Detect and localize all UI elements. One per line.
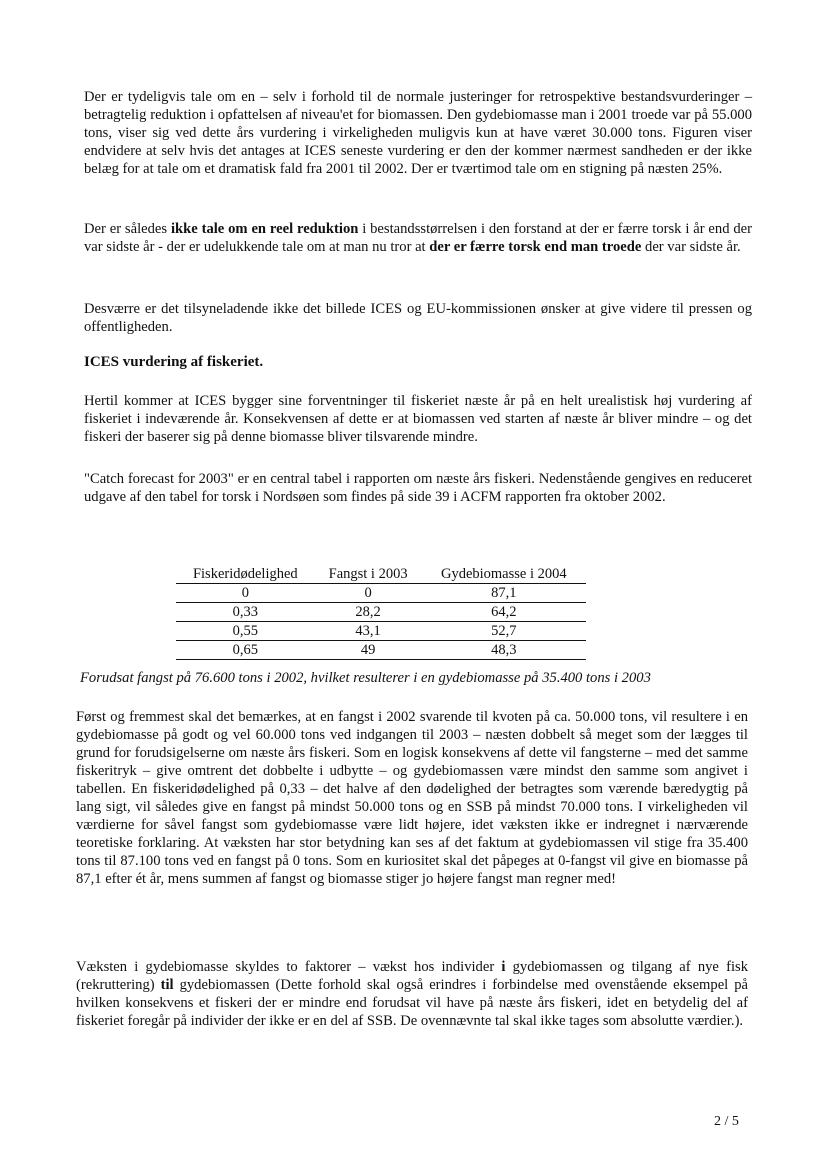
table-caption: Forudsat fangst på 76.600 tons i 2002, hvilket resulterer i en gydebiomasse på 35.400 tons i 2003 bbox=[80, 670, 651, 686]
text-span: Væksten i gydebiomasse skyldes to faktorer – vækst hos individer bbox=[76, 959, 502, 975]
table-header-row bbox=[176, 566, 586, 584]
table-cell: 28,2 bbox=[315, 603, 422, 622]
paragraph-analysis: Først og fremmest skal det bemærkes, at en fangst i 2002 svarende til kvoten på ca. 50.000 tons, vil resultere i en gydebiomasse på godt og vel 60.000 tons ved indgangen til 2003 – næsten dobbelt så meget som der lægges til grund for forudsigelserne om næste års fiskeri. Som en logisk konsekvens af dette vil fangsterne – med det samme fiskeritryk – give omtrent det dobbelte i udbytte – og gydebiomassen være mindst den samme som angivet i tabellen. En fiskeridødelighed på 0,33 – det halve af den dødelighed der betragtes som værende bæredygtig på lang sigt, vil således give en fangst på mindst 50.000 tons og en SSB på mindst 70.000 tons. I virkeligheden vil værdierne for såvel fangst som gydebiomasse være lidt højere, idet væksten ikke er indregnet i nærværende teoretiske forklaring. At væksten har stor betydning kan ses af det faktum at gydebiomassen vil stige fra 35.400 tons til 87.100 tons ved en fangst på 0 tons. Som en kuriositet skal det påpeges at 0-fangst vil give en biomasse på 87,1 efter ét år, mens summen af fangst og biomasse stiger jo højere fangst man regner med! bbox=[76, 709, 748, 887]
column-header: Fiskeridødelighed bbox=[176, 566, 315, 584]
paragraph-retrospective: Der er tydeligvis tale om en – selv i forhold til de normale justeringer for retrospektive bestandsvurderinger – betragtelig reduktion i opfattelsen af niveau'et for biomassen. Den gydebiomasse man i 2001 troede var på 55.000 tons, viser sig ved dette års vurdering i virkeligheden muligvis kun at have været 30.000 tons. Figuren viser endvidere at selv hvis det antages at ICES seneste vurdering er den der kommer nærmest sandheden er der ikke belæg for at tale om et dramatisk fald fra 2001 til 2002. Der er tværtimod tale om en stigning på næsten 25%. bbox=[84, 89, 752, 177]
text-span: gydebiomassen (Dette forhold skal også erindres i forbindelse med ovenstående eksempel på hvilken konsekvens et fiskeri der er mindre end forudsat vil have på næste års fiskeri, idet en betydelig del af fiskeriet foregår på individer der ikke er en del af SSB. De ovennævnte tal skal ikke tages som absolutte værdier.). bbox=[76, 977, 748, 1029]
page-number: 2 / 5 bbox=[714, 1114, 739, 1129]
bold-text: i bbox=[501, 959, 506, 975]
text-span: Der er således bbox=[84, 221, 171, 237]
bold-text: der er færre torsk end man troede bbox=[429, 239, 642, 255]
table-cell: 48,3 bbox=[422, 641, 586, 660]
text-span: der var sidste år. bbox=[641, 239, 741, 255]
table-cell: 0,55 bbox=[176, 622, 315, 641]
column-header: Gydebiomasse i 2004 bbox=[422, 566, 586, 584]
catch-forecast-table bbox=[176, 566, 586, 660]
table-row bbox=[176, 641, 586, 660]
table-cell: 0,33 bbox=[176, 603, 315, 622]
table-cell: 52,7 bbox=[422, 622, 586, 641]
paragraph-expectations: Hertil kommer at ICES bygger sine forventninger til fiskeriet næste år på en helt urealistisk høj vurdering af fiskeriet i indeværende år. Konsekvensen af dette er at biomassen ved starten af næste år bliver mindre – og det fiskeri der baserer sig på denne biomasse bliver tilsvarende mindre. bbox=[84, 393, 752, 445]
paragraph-catch-forecast: "Catch forecast for 2003" er en central tabel i rapporten om næste års fiskeri. Nedenstående gengives en reduceret udgave af den tabel for torsk i Nordsøen som findes på side 39 i ACFM rapporten fra oktober 2002. bbox=[84, 471, 752, 505]
text-span: i bestandsstørrelsen i den forstand at der er færre torsk i år end der var sidste år - der er udelukkende tale om at man nu tror at bbox=[84, 221, 752, 255]
bold-text: til bbox=[160, 977, 174, 993]
table-cell: 64,2 bbox=[422, 603, 586, 622]
paragraph-press: Desværre er det tilsyneladende ikke det billede ICES og EU-kommissionen ønsker at give videre til pressen og offentligheden. bbox=[84, 301, 752, 335]
table-cell: 87,1 bbox=[422, 584, 586, 603]
paragraph-growth-factors bbox=[76, 958, 748, 1030]
column-header: Fangst i 2003 bbox=[315, 566, 422, 584]
table-cell: 0,65 bbox=[176, 641, 315, 660]
paragraph-no-real-reduction bbox=[84, 220, 752, 256]
table-row bbox=[176, 584, 586, 603]
table-cell: 0 bbox=[315, 584, 422, 603]
table-cell: 49 bbox=[315, 641, 422, 660]
bold-text: ikke tale om en reel reduktion bbox=[170, 221, 359, 237]
table-cell: 0 bbox=[176, 584, 315, 603]
table-cell: 43,1 bbox=[315, 622, 422, 641]
section-heading: ICES vurdering af fiskeriet. bbox=[84, 354, 264, 370]
table-row bbox=[176, 603, 586, 622]
table-row bbox=[176, 622, 586, 641]
text-span: gydebiomassen og tilgang af nye fisk (rekruttering) bbox=[76, 959, 748, 993]
